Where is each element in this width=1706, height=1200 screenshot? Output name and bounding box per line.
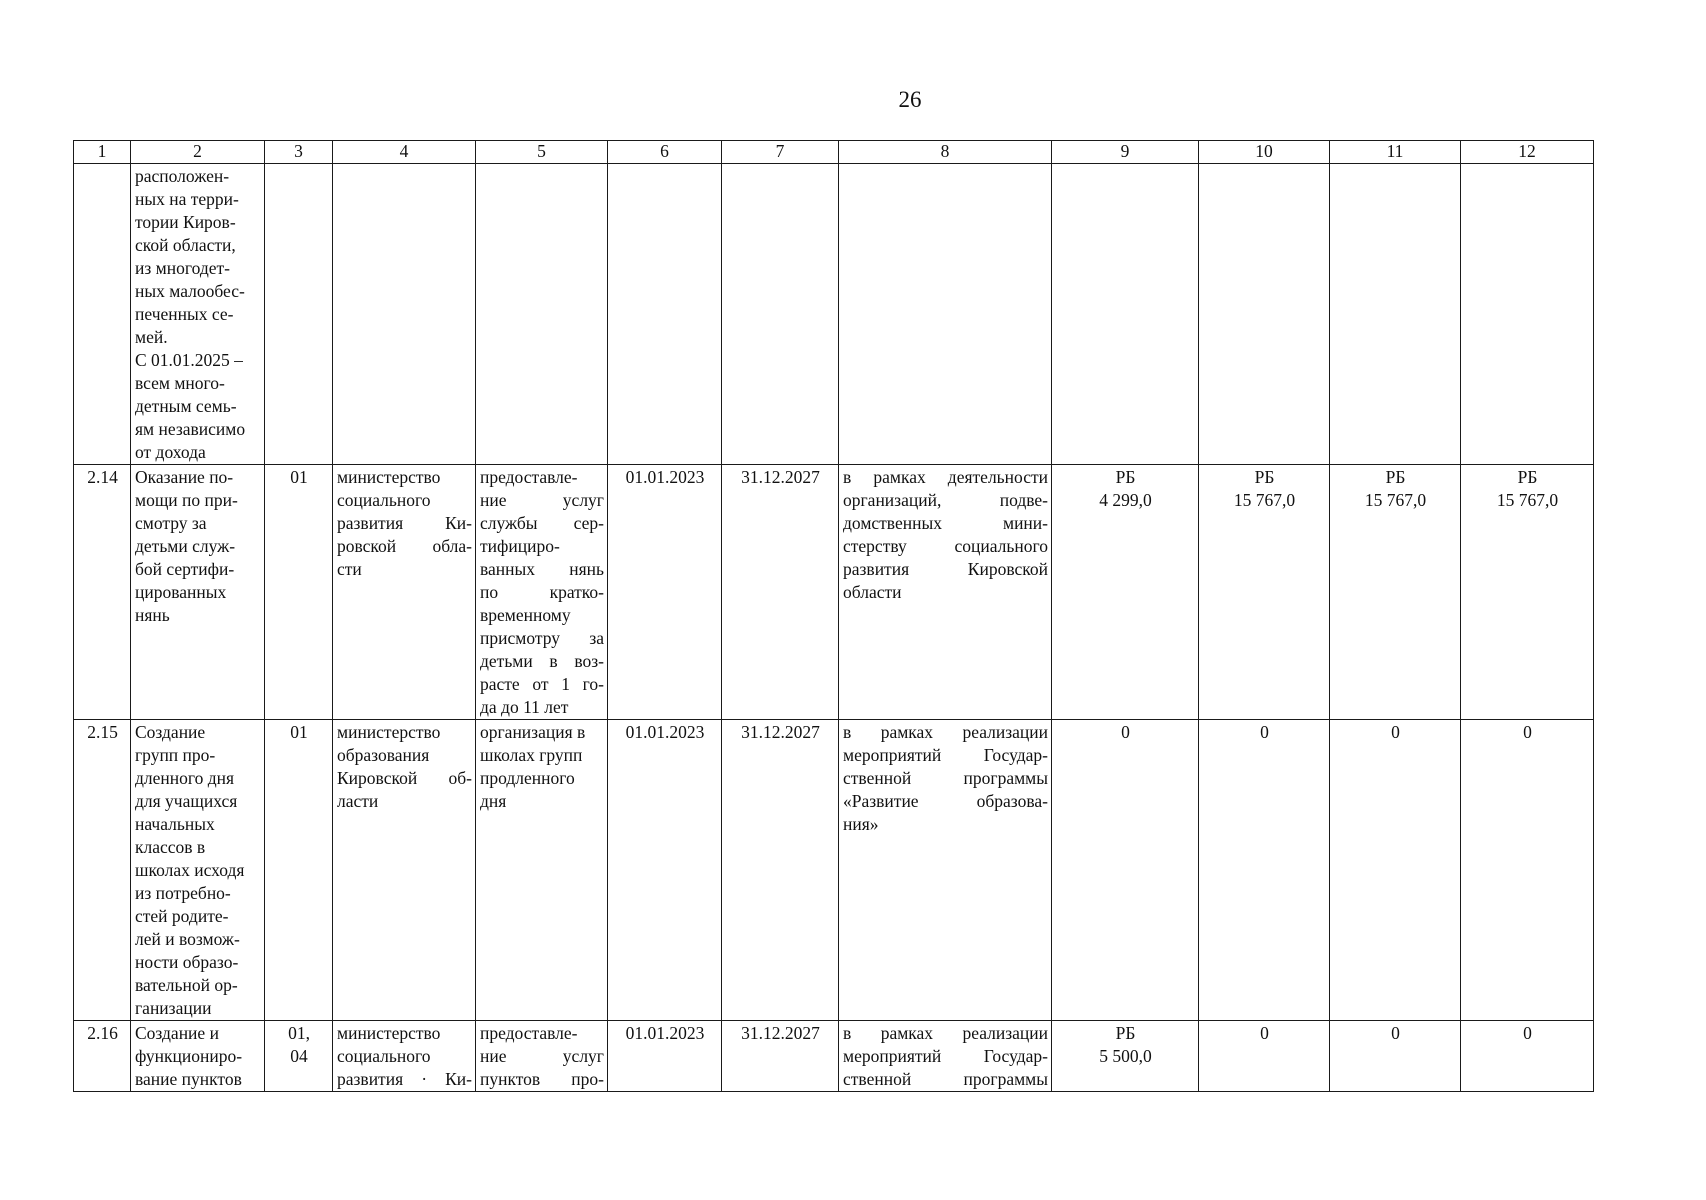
cell-funding-10 — [1199, 720, 1330, 1021]
table-row — [74, 164, 1594, 465]
text-line: ных на терри- — [135, 189, 239, 209]
cell-funding-11 — [1330, 1021, 1461, 1092]
text-line: тории Киров- — [135, 212, 236, 232]
text-line: ской области, — [135, 235, 236, 255]
header-cell: 10 — [1199, 141, 1330, 164]
text-line: в рамках реализации — [843, 722, 1048, 742]
header-cell: 5 — [476, 141, 608, 164]
text-line: РБ — [1385, 467, 1406, 487]
text-line: расте от 1 го- — [480, 674, 604, 694]
cell-number: 2.16 — [74, 1021, 131, 1092]
text-line: ям независимо — [135, 419, 246, 439]
text-line: от дохода — [135, 442, 206, 462]
cell-mechanism — [839, 164, 1052, 465]
text-line: ния» — [843, 814, 879, 834]
text-line: ровской обла- — [337, 536, 472, 556]
text-line: 15 767,0 — [1496, 490, 1559, 510]
text-line: Кировской об- — [337, 768, 472, 788]
text-line: стей родите- — [135, 906, 229, 926]
text-line: для учащихся — [135, 791, 238, 811]
text-line: сти — [337, 559, 362, 579]
text-line: бой сертифи- — [135, 559, 235, 579]
cell-funding-10 — [1199, 465, 1330, 720]
text-line: социального — [337, 490, 431, 510]
cell-executor — [333, 164, 476, 465]
cell-result — [476, 1021, 608, 1092]
text-line: из многодет- — [135, 258, 230, 278]
text-line: печенных се- — [135, 304, 234, 324]
cell-funding-11 — [1330, 465, 1461, 720]
text-line: классов в — [135, 837, 206, 857]
text-line: 0 — [1391, 1023, 1400, 1043]
text-line: мощи по при- — [135, 490, 238, 510]
cell-number: 2.15 — [74, 720, 131, 1021]
cell-end-date: 31.12.2027 — [722, 1021, 839, 1092]
header-cell: 1 — [74, 141, 131, 164]
text-line: ние услуг — [480, 490, 604, 510]
text-line: ных малообес- — [135, 281, 245, 301]
text-line: С 01.01.2025 – — [135, 350, 243, 370]
header-cell: 8 — [839, 141, 1052, 164]
cell-measure-name — [131, 164, 265, 465]
text-line: дня — [480, 791, 507, 811]
text-line: Оказание по- — [135, 467, 234, 487]
cell-funding-11 — [1330, 720, 1461, 1021]
header-cell: 12 — [1461, 141, 1594, 164]
text-line: временному — [480, 605, 571, 625]
text-line: министерство — [337, 1023, 441, 1043]
cell-start-date: 01.01.2023 — [608, 1021, 722, 1092]
text-line: 0 — [1260, 722, 1269, 742]
text-line: 0 — [1121, 722, 1130, 742]
cell-code — [265, 164, 333, 465]
text-line: детным семь- — [135, 396, 237, 416]
text-line: Создание и — [135, 1023, 219, 1043]
text-line: министерство — [337, 467, 441, 487]
text-line: 0 — [1391, 722, 1400, 742]
text-line: нянь — [135, 605, 170, 625]
text-line: смотру за — [135, 513, 207, 533]
text-line: школах исходя — [135, 860, 245, 880]
cell-funding-11 — [1330, 164, 1461, 465]
text-line: организаций, подве- — [843, 490, 1048, 510]
text-line: вание пунктов — [135, 1069, 242, 1089]
text-line: предоставле- — [480, 1023, 578, 1043]
text-line: 0 — [1523, 722, 1532, 742]
text-line: из потребно- — [135, 883, 231, 903]
cell-result — [476, 164, 608, 465]
cell-mechanism — [839, 465, 1052, 720]
cell-result — [476, 465, 608, 720]
header-cell: 9 — [1052, 141, 1199, 164]
text-line: развития Ки- — [337, 513, 472, 533]
text-line: «Развитие образова- — [843, 791, 1048, 811]
cell-mechanism — [839, 1021, 1052, 1092]
text-line: ние услуг — [480, 1046, 604, 1066]
cell-funding-12 — [1461, 164, 1594, 465]
text-line: детьми в воз- — [480, 651, 604, 671]
text-line: групп про- — [135, 745, 216, 765]
header-cell: 4 — [333, 141, 476, 164]
text-line: ласти — [337, 791, 379, 811]
text-line: пунктов про- — [480, 1069, 604, 1089]
cell-measure-name — [131, 720, 265, 1021]
text-line: 5 500,0 — [1099, 1046, 1152, 1066]
table-row — [74, 465, 1594, 720]
text-line: Создание — [135, 722, 206, 742]
cell-funding-12 — [1461, 720, 1594, 1021]
text-line: тифициро- — [480, 536, 560, 556]
cell-mechanism — [839, 720, 1052, 1021]
text-line: функциониро- — [135, 1046, 243, 1066]
text-line: образования — [337, 745, 430, 765]
cell-start-date — [608, 164, 722, 465]
text-line: РБ — [1115, 1023, 1136, 1043]
cell-funding-9 — [1052, 164, 1199, 465]
header-cell: 3 — [265, 141, 333, 164]
text-line: по кратко- — [480, 582, 604, 602]
text-line: 15 767,0 — [1364, 490, 1427, 510]
cell-measure-name — [131, 465, 265, 720]
cell-end-date: 31.12.2027 — [722, 465, 839, 720]
page-number: 26 — [898, 87, 922, 112]
cell-code: 01 — [265, 465, 333, 720]
text-line: домственных мини- — [843, 513, 1048, 533]
cell-measure-name — [131, 1021, 265, 1092]
data-table — [73, 140, 1594, 1092]
header-cell: 11 — [1330, 141, 1461, 164]
text-line: министерство — [337, 722, 441, 742]
text-line: ванных нянь — [480, 559, 604, 579]
text-line: РБ — [1115, 467, 1136, 487]
text-line: 4 299,0 — [1099, 490, 1152, 510]
cell-result — [476, 720, 608, 1021]
cell-funding-12 — [1461, 1021, 1594, 1092]
text-line: ности образо- — [135, 952, 239, 972]
text-line: цированных — [135, 582, 227, 602]
text-line: службы сер- — [480, 513, 604, 533]
text-line: 01, — [288, 1023, 310, 1043]
cell-end-date: 31.12.2027 — [722, 720, 839, 1021]
cell-executor — [333, 465, 476, 720]
cell-funding-10 — [1199, 164, 1330, 465]
text-line: области — [843, 582, 902, 602]
text-line: 0 — [1260, 1023, 1269, 1043]
text-line: продленного — [480, 768, 575, 788]
text-line: 15 767,0 — [1233, 490, 1296, 510]
text-line: стерству социального — [843, 536, 1048, 556]
text-line: расположен- — [135, 166, 230, 186]
text-line: дленного дня — [135, 768, 235, 788]
text-line: ственной программы — [843, 1069, 1048, 1089]
header-cell: 6 — [608, 141, 722, 164]
text-line: лей и возмож- — [135, 929, 240, 949]
text-line: организация в — [480, 722, 586, 742]
cell-funding-9 — [1052, 1021, 1199, 1092]
text-line: мероприятий Государ- — [843, 1046, 1048, 1066]
text-line: присмотру за — [480, 628, 604, 648]
text-line: 04 — [290, 1046, 308, 1066]
text-line: 0 — [1523, 1023, 1532, 1043]
table-row — [74, 720, 1594, 1021]
text-line: РБ — [1254, 467, 1275, 487]
cell-funding-12 — [1461, 465, 1594, 720]
text-line: школах групп — [480, 745, 583, 765]
table-row — [74, 1021, 1594, 1092]
text-line: ственной программы — [843, 768, 1048, 788]
text-line: РБ — [1517, 467, 1538, 487]
cell-code — [265, 1021, 333, 1092]
cell-funding-10 — [1199, 1021, 1330, 1092]
cell-funding-9 — [1052, 720, 1199, 1021]
text-line: мей. — [135, 327, 168, 347]
text-line: развития · Ки- — [337, 1069, 472, 1089]
text-line: предоставле- — [480, 467, 578, 487]
cell-code: 01 — [265, 720, 333, 1021]
text-line: в рамках реализации — [843, 1023, 1048, 1043]
cell-executor — [333, 1021, 476, 1092]
cell-start-date: 01.01.2023 — [608, 720, 722, 1021]
header-cell: 7 — [722, 141, 839, 164]
cell-funding-9 — [1052, 465, 1199, 720]
text-line: ганизации — [135, 998, 212, 1018]
header-cell: 2 — [131, 141, 265, 164]
text-line: вательной ор- — [135, 975, 238, 995]
text-line: да до 11 лет — [480, 697, 569, 717]
text-line: социального — [337, 1046, 431, 1066]
cell-start-date: 01.01.2023 — [608, 465, 722, 720]
header-row — [74, 141, 1594, 164]
text-line: мероприятий Государ- — [843, 745, 1048, 765]
cell-end-date — [722, 164, 839, 465]
cell-number: 2.14 — [74, 465, 131, 720]
text-line: в рамках деятельности — [843, 467, 1048, 487]
text-line: всем много- — [135, 373, 225, 393]
cell-number — [74, 164, 131, 465]
text-line: развития Кировской — [843, 559, 1048, 579]
text-line: начальных — [135, 814, 215, 834]
cell-executor — [333, 720, 476, 1021]
text-line: детьми служ- — [135, 536, 236, 556]
